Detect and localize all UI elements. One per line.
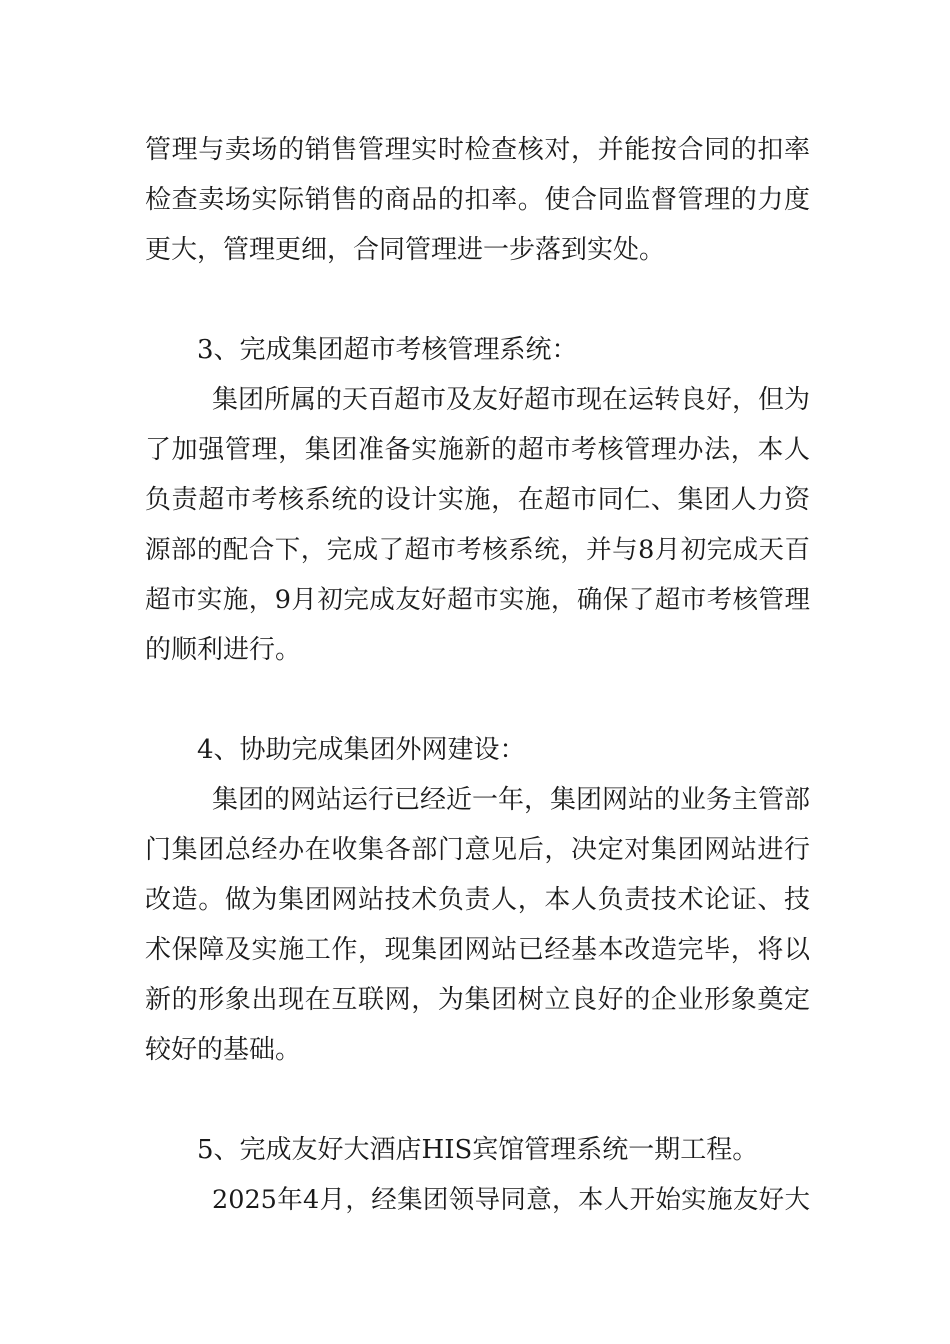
section-heading: 3、完成集团超市考核管理系统： <box>197 335 578 365</box>
text-line: 术保障及实施工作，现集团网站已经基本改造完毕，将以 <box>145 935 810 965</box>
text-line: 集团的网站运行已经近一年，集团网站的业务主管部 <box>212 785 811 815</box>
text-line: 检查卖场实际销售的商品的扣率。使合同监督管理的力度 <box>145 185 810 215</box>
section-heading: 5、完成友好大酒店HIS宾馆管理系统一期工程。 <box>197 1135 759 1165</box>
text-line: 更大，管理更细，合同管理进一步落到实处。 <box>145 235 666 265</box>
text-line: 集团所属的天百超市及友好超市现在运转良好，但为 <box>212 385 811 415</box>
text-line: 门集团总经办在收集各部门意见后，决定对集团网站进行 <box>145 835 810 865</box>
text-line: 的顺利进行。 <box>145 635 302 665</box>
text-line: 源部的配合下，完成了超市考核系统，并与8月初完成天百 <box>145 535 810 565</box>
text-line: 2025年4月，经集团领导同意，本人开始实施友好大 <box>212 1185 810 1215</box>
section-heading: 4、协助完成集团外网建设： <box>197 735 526 765</box>
text-line: 较好的基础。 <box>145 1035 302 1065</box>
text-line: 改造。做为集团网站技术负责人，本人负责技术论证、技 <box>145 885 810 915</box>
text-line: 了加强管理，集团准备实施新的超市考核管理办法，本人 <box>145 435 810 465</box>
text-line: 负责超市考核系统的设计实施，在超市同仁、集团人力资 <box>145 485 810 515</box>
text-line: 超市实施，9月初完成友好超市实施，确保了超市考核管理 <box>145 585 810 615</box>
text-line: 新的形象出现在互联网，为集团树立良好的企业形象奠定 <box>145 985 810 1015</box>
text-line: 管理与卖场的销售管理实时检查核对，并能按合同的扣率 <box>145 135 810 165</box>
